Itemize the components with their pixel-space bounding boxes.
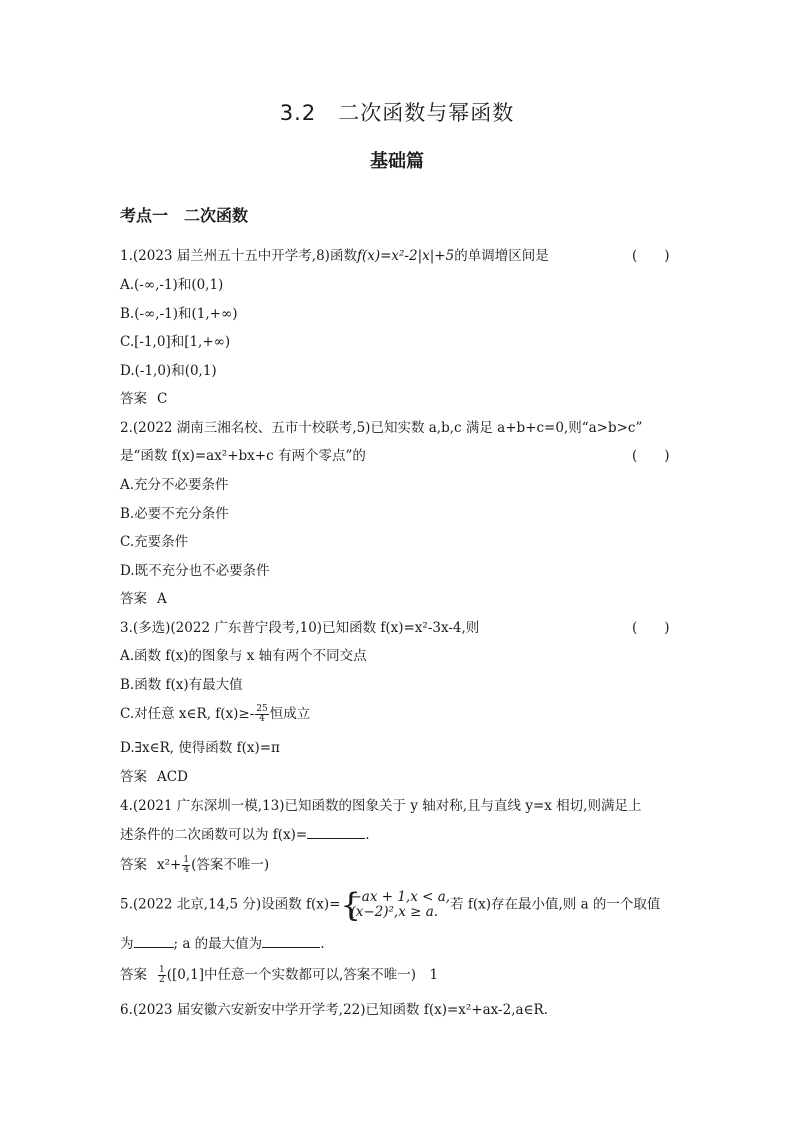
fraction: $\frac{25}{4}$ xyxy=(256,704,268,724)
q2-option-b: B.必要不充分条件 xyxy=(120,506,229,522)
q4-stem-line1: 4.(2021 广东深圳一模,13)已知函数的图象关于 y 轴对称,且与直线 y=x 相切,则满足上 xyxy=(120,798,642,814)
q1-option-d: D.(-1,0)和(0,1) xyxy=(120,363,217,379)
q3-option-b: B.函数 f(x)有最大值 xyxy=(120,677,243,693)
q2-stem-line1: 2.(2022 湖南三湘名校、五市十校联考,5)已知实数 a,b,c 满足 a+b+c=0,则“a>b>c” xyxy=(120,420,643,436)
q3-option-d: D.∃x∈R, 使得函数 f(x)=π xyxy=(120,740,280,756)
q3-option-c: C.对任意 x∈R, f(x)≥- $\frac{25}{4}$ 恒成立 xyxy=(120,704,311,724)
q1-option-b: B.(-∞,-1)和(1,+∞) xyxy=(120,306,238,322)
fraction: $\frac{1}{2}$ xyxy=(159,965,165,985)
q3-bracket: ( ) xyxy=(632,620,670,636)
q2-option-d: D.既不充分也不必要条件 xyxy=(120,563,270,579)
q2-option-c: C.充要条件 xyxy=(120,534,189,550)
q3-option-a: A.函数 f(x)的图象与 x 轴有两个不同交点 xyxy=(120,648,367,664)
answer-blank xyxy=(307,826,365,839)
q2-answer: 答案 A xyxy=(120,591,167,607)
q3-stem: 3.(多选)(2022 广东普宁段考,10)已知函数 f(x)=x²-3x-4,则 xyxy=(120,620,480,636)
q4-answer: 答案 x²+ $\frac{1}{4}$ (答案不唯一) xyxy=(120,855,270,875)
piecewise-function: { −ax + 1,x < a, (x−2)²,x ≥ a. xyxy=(340,886,451,924)
q4-stem-line2: 述条件的二次函数可以为 f(x)= . xyxy=(120,827,370,843)
q1-option-a: A.(-∞,-1)和(0,1) xyxy=(120,277,224,293)
q2-option-a: A.充分不必要条件 xyxy=(120,477,229,493)
q3-answer: 答案 ACD xyxy=(120,769,188,785)
q6-stem: 6.(2023 届安徽六安新安中学开学考,22)已知函数 f(x)=x²+ax-2,a∈R. xyxy=(120,1002,548,1018)
q1-bracket: ( ) xyxy=(632,248,670,264)
page-title: 3.2 二次函数与幂函数 xyxy=(279,101,515,125)
q1-answer: 答案 C xyxy=(120,391,168,407)
q5-stem-line1: 5.(2022 北京,14,5 分)设函数 f(x)= { −ax + 1,x < a, (x−2)²,x ≥ a. 若 f(x)存在最小值,则 a 的一个取值 xyxy=(120,886,661,924)
q2-bracket: ( ) xyxy=(632,448,670,464)
q5-stem-line2: 为 ; a 的最大值为 . xyxy=(120,936,325,952)
q5-answer: 答案 $\frac{1}{2}$ ([0,1]中任意一个实数都可以,答案不唯一) 1 xyxy=(120,965,439,985)
fraction: $\frac{1}{4}$ xyxy=(183,855,190,875)
page-subtitle: 基础篇 xyxy=(370,151,424,172)
section-heading: 考点一 二次函数 xyxy=(120,206,249,225)
q1-stem: 1.(2023 届兰州五十五中开学考,8)函数f(x)=x²-2|x|+5的单调增区间是 xyxy=(120,248,549,264)
q2-stem-line2: 是“函数 f(x)=ax²+bx+c 有两个零点”的 xyxy=(120,448,366,464)
answer-blank-1 xyxy=(134,935,174,948)
answer-blank-2 xyxy=(262,935,320,948)
q1-option-c: C.[-1,0]和[1,+∞) xyxy=(120,334,231,350)
